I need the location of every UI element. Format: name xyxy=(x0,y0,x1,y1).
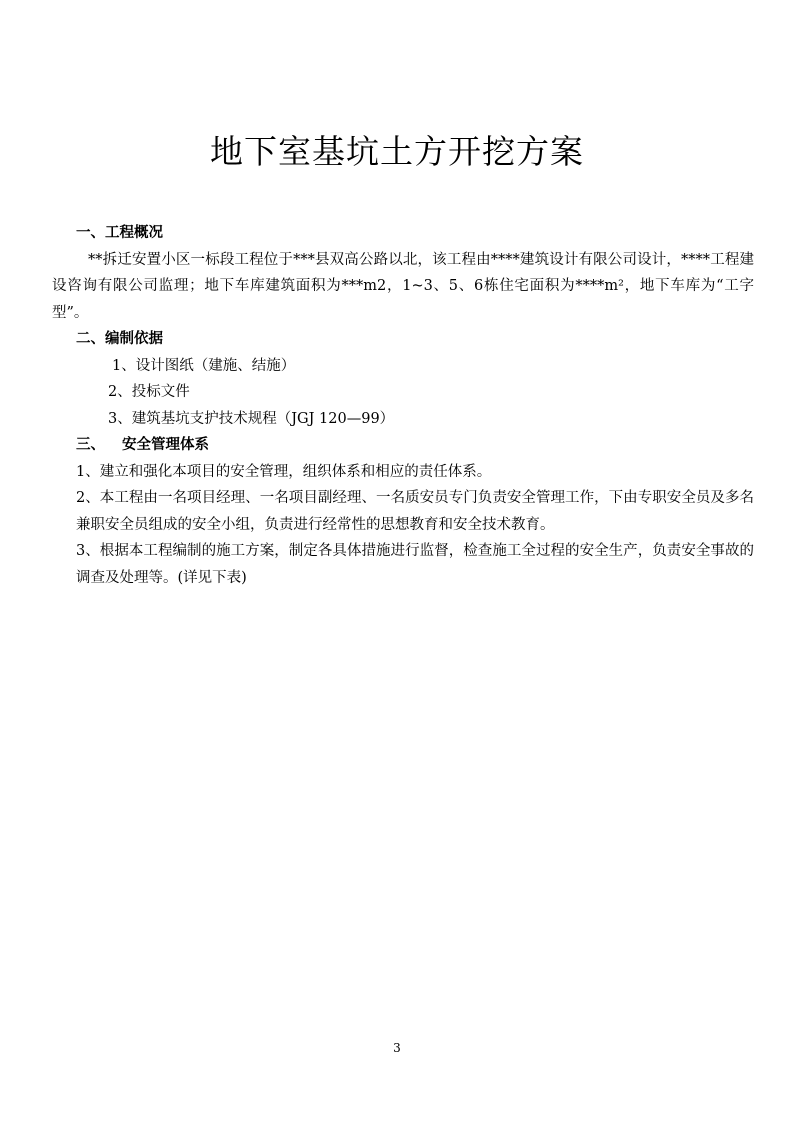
section-heading-safety-text: 安全管理体系 xyxy=(122,436,209,453)
basis-item-3: 3、建筑基坑支护技术规程（JGJ 120—99） xyxy=(108,410,395,427)
document-title: 地下室基坑土方开挖方案 xyxy=(210,132,584,171)
section-heading-overview: 一、工程概况 xyxy=(76,224,163,241)
page-number: 3 xyxy=(393,1041,401,1055)
basis-item-2: 2、投标文件 xyxy=(108,384,190,400)
overview-paragraph: **拆迁安置小区一标段工程位于***县双高公路以北，该工程由****建筑设计有限公司设计，****工程建设咨询有限公司监理；地下车库建筑面积为***m2，1~3、5、6栋住宅面积为****m²，地下车库为“工字型”。 xyxy=(52,251,754,321)
safety-item-1: 1、建立和强化本项目的安全管理，组织体系和相应的责任体系。 xyxy=(76,463,492,480)
section-heading-basis: 二、编制依据 xyxy=(76,330,163,347)
safety-item-2: 2、本工程由一名项目经理、一名项目副经理、一名质安员专门负责安全管理工作，下由专职安全员及多名兼职安全员组成的安全小组，负责进行经常性的思想教育和安全技术教育。 xyxy=(76,490,754,533)
safety-item-3: 3、根据本工程编制的施工方案，制定各具体措施进行监督，检查施工全过程的安全生产，负责安全事故的调查及处理等。(详见下表) xyxy=(76,543,754,586)
section-heading-safety xyxy=(52,432,754,459)
section-heading-safety-number: 三、 xyxy=(76,436,105,453)
basis-item-1: 1、设计图纸（建施、结施） xyxy=(112,357,296,374)
document-body xyxy=(52,220,754,591)
